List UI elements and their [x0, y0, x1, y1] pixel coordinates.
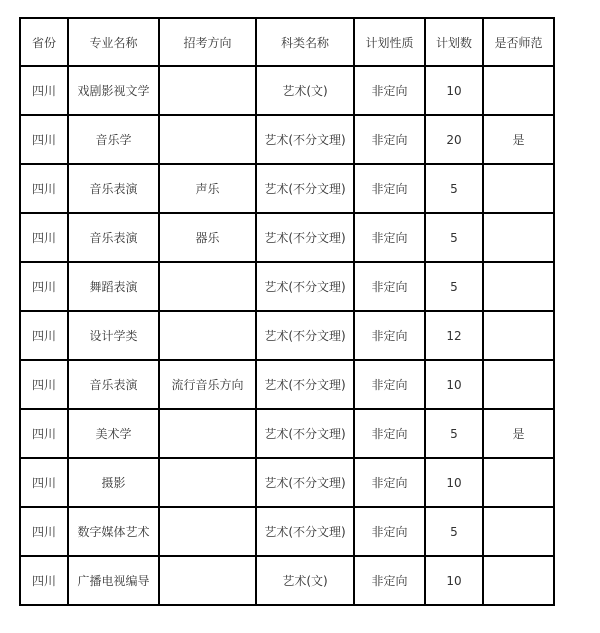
table-cell: 艺术(不分文理)	[256, 360, 354, 409]
table-cell	[483, 556, 554, 605]
table-row	[20, 556, 554, 605]
table-cell: 10	[425, 458, 483, 507]
table-cell: 四川	[20, 507, 68, 556]
table-cell	[483, 458, 554, 507]
table-row	[20, 115, 554, 164]
table-cell	[159, 66, 256, 115]
table-cell: 非定向	[354, 409, 425, 458]
table-cell: 非定向	[354, 360, 425, 409]
table-cell: 数字媒体艺术	[68, 507, 159, 556]
table-cell	[483, 213, 554, 262]
table-cell: 5	[425, 164, 483, 213]
column-header: 是否师范	[483, 18, 554, 66]
table-cell: 是	[483, 115, 554, 164]
table-cell	[159, 409, 256, 458]
table-cell: 5	[425, 213, 483, 262]
table-cell	[159, 458, 256, 507]
table-row	[20, 213, 554, 262]
table-cell: 设计学类	[68, 311, 159, 360]
table-cell	[159, 262, 256, 311]
table-cell: 10	[425, 66, 483, 115]
table-cell	[159, 507, 256, 556]
table-cell	[483, 360, 554, 409]
table-cell: 广播电视编导	[68, 556, 159, 605]
table-row	[20, 507, 554, 556]
table-cell: 摄影	[68, 458, 159, 507]
table-cell: 四川	[20, 115, 68, 164]
table-cell: 音乐表演	[68, 213, 159, 262]
column-header: 计划数	[425, 18, 483, 66]
table-cell: 艺术(不分文理)	[256, 164, 354, 213]
table-cell	[483, 507, 554, 556]
table-cell: 艺术(不分文理)	[256, 115, 354, 164]
table-cell: 四川	[20, 66, 68, 115]
table-cell: 是	[483, 409, 554, 458]
table-cell: 舞蹈表演	[68, 262, 159, 311]
table-cell: 5	[425, 507, 483, 556]
table-cell: 5	[425, 262, 483, 311]
table-cell: 艺术(文)	[256, 556, 354, 605]
table-cell: 非定向	[354, 213, 425, 262]
table-cell: 声乐	[159, 164, 256, 213]
column-header: 科类名称	[256, 18, 354, 66]
table-cell: 戏剧影视文学	[68, 66, 159, 115]
table-cell: 非定向	[354, 458, 425, 507]
table-cell: 艺术(不分文理)	[256, 458, 354, 507]
table-cell: 四川	[20, 409, 68, 458]
admission-plan-table	[19, 17, 555, 606]
column-header: 省份	[20, 18, 68, 66]
table-cell: 四川	[20, 360, 68, 409]
column-header: 计划性质	[354, 18, 425, 66]
table-cell	[483, 262, 554, 311]
table-row	[20, 458, 554, 507]
header-row	[20, 18, 554, 66]
table-row	[20, 164, 554, 213]
table-cell: 流行音乐方向	[159, 360, 256, 409]
table-cell: 艺术(不分文理)	[256, 213, 354, 262]
table-cell: 艺术(不分文理)	[256, 409, 354, 458]
table-cell: 5	[425, 409, 483, 458]
table-cell: 四川	[20, 458, 68, 507]
table-cell: 非定向	[354, 262, 425, 311]
table-cell	[483, 311, 554, 360]
table-cell: 艺术(不分文理)	[256, 507, 354, 556]
table-row	[20, 66, 554, 115]
admission-plan-table-container	[19, 17, 555, 606]
table-row	[20, 409, 554, 458]
table-cell: 非定向	[354, 115, 425, 164]
table-cell: 非定向	[354, 66, 425, 115]
table-cell: 美术学	[68, 409, 159, 458]
table-cell	[159, 115, 256, 164]
table-cell: 艺术(不分文理)	[256, 262, 354, 311]
table-cell	[483, 66, 554, 115]
table-cell: 音乐学	[68, 115, 159, 164]
table-cell: 非定向	[354, 507, 425, 556]
table-cell: 器乐	[159, 213, 256, 262]
table-cell: 10	[425, 360, 483, 409]
table-cell: 音乐表演	[68, 360, 159, 409]
table-cell: 四川	[20, 262, 68, 311]
column-header: 专业名称	[68, 18, 159, 66]
table-row	[20, 360, 554, 409]
table-cell: 音乐表演	[68, 164, 159, 213]
table-cell: 非定向	[354, 164, 425, 213]
table-cell: 10	[425, 556, 483, 605]
table-row	[20, 311, 554, 360]
table-cell: 12	[425, 311, 483, 360]
table-cell: 艺术(不分文理)	[256, 311, 354, 360]
table-cell: 非定向	[354, 311, 425, 360]
table-cell	[483, 164, 554, 213]
table-row	[20, 262, 554, 311]
table-cell	[159, 556, 256, 605]
table-cell: 20	[425, 115, 483, 164]
table-cell: 非定向	[354, 556, 425, 605]
table-cell	[159, 311, 256, 360]
table-cell: 四川	[20, 311, 68, 360]
table-cell: 四川	[20, 164, 68, 213]
table-cell: 四川	[20, 556, 68, 605]
table-cell: 四川	[20, 213, 68, 262]
column-header: 招考方向	[159, 18, 256, 66]
table-cell: 艺术(文)	[256, 66, 354, 115]
